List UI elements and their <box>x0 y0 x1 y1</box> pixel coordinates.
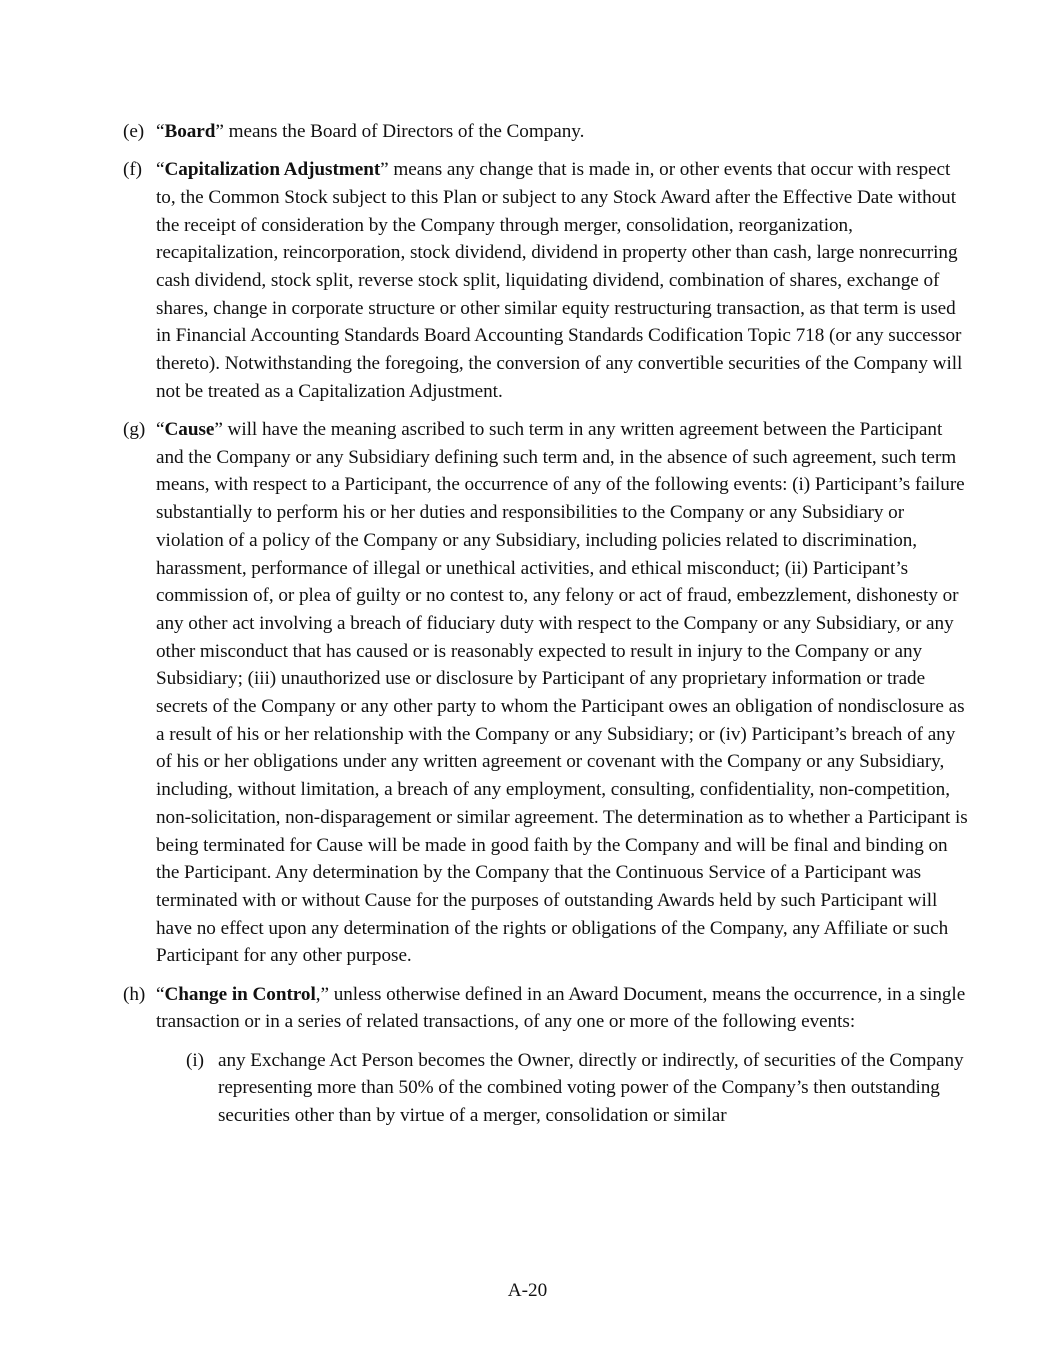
page-number: A-20 <box>507 1280 548 1301</box>
definition-body: means any change that is made in, or other events that occur with respect to, the Common Stock subject to this Plan or subject to any Stock Award after the Effective Date without the receipt of consideration by the Company through merger, consolidation, reorganization, recapitalization, reincorporation, stock dividend, dividend in property other than cash, large nonrecurring cash dividend, stock split, reverse stock split, liquidating dividend, combination of shares, exchange of shares, change in corporate structure or other similar equity restructuring transaction, as that term is used in Financial Accounting Standards Board Accounting Standards Codification Topic 718 (or any successor thereto). Notwithstanding the foregoing, the conversion of any convertible securities of the Company will not be treated as a Capitalization Adjustment. <box>156 159 963 402</box>
definition-cause <box>123 416 968 970</box>
change-in-control-subitem-i <box>123 1047 968 1130</box>
open-quote: “ <box>156 419 165 441</box>
list-marker: (f) <box>123 159 143 181</box>
definition-body: will have the meaning ascribed to such term in any written agreement between the Participant and the Company or any Subsidiary defining such term and, in the absence of such agreement, such term means, with respect to a Participant, the occurrence of any of the following events: (i) Participant’s failure substantially to perform his or her duties and responsibilities to the Company or any Subsidiary or violation of a policy of the Company or any Subsidiary, including policies related to discrimination, harassment, performance of illegal or unethical activities, and ethical misconduct; (ii) Participant’s commission of, or plea of guilty or no contest to, any felony or act of fraud, embezzlement, dishonesty or any other act involving a breach of fiduciary duty with respect to the Company or any Subsidiary, or any other misconduct that has caused or is reasonably expected to result in injury to the Company or any Subsidiary; (iii) unauthorized use or disclosure by Participant of any proprietary information or trade secrets of the Company or any other party to whom the Participant owes an obligation of nondisclosure as a result of his or her relationship with the Company or any Subsidiary; or (iv) Participant’s breach of any of his or her obligations under any written agreement or covenant with the Company or any Subsidiary, including, without limitation, a breach of any employment, consulting, confidentiality, non-competition, non-solicitation, non-disparagement or similar agreement. The determination as to whether a Participant is being terminated for Cause will be made in good faith by the Company and will be final and binding on the Participant. Any determination by the Company that the Continuous Service of a Participant was terminated with or without Cause for the purposes of outstanding Awards held by such Participant will have no effect upon any determination of the rights or obligations of the Company, any Affiliate or such Participant for any other purpose. <box>156 419 968 967</box>
list-marker: (e) <box>123 121 145 142</box>
defined-term: Change in Control <box>164 983 316 1005</box>
list-marker: (h) <box>123 983 146 1005</box>
definition-change-in-control <box>123 981 968 1130</box>
open-quote: “ <box>156 159 165 181</box>
open-quote: “ <box>156 983 165 1005</box>
definitions-list <box>123 118 968 1140</box>
defined-term: Board <box>164 121 216 142</box>
definition-board <box>123 118 968 146</box>
close-quote: ” <box>380 159 389 181</box>
definition-body: unless otherwise defined in an Award Document, means the occurrence, in a single transaction or in a series of related transactions, of any one or more of the following events: <box>156 983 966 1033</box>
close-quote: ” <box>214 419 223 441</box>
defined-term: Cause <box>164 419 215 441</box>
sublist-marker: (i) <box>186 1049 204 1071</box>
open-quote: “ <box>156 121 165 142</box>
subitem-body: any Exchange Act Person becomes the Owner, directly or indirectly, of securities of the Company representing more than 50% of the combined voting power of the Company’s then outstanding securities other than by virtue of a merger, consolidation or similar <box>218 1049 964 1126</box>
definition-body: means the Board of Directors of the Company. <box>223 121 585 142</box>
defined-term: Capitalization Adjustment <box>164 159 381 181</box>
list-marker: (g) <box>123 419 146 441</box>
close-quote: ” <box>215 121 224 142</box>
definition-capitalization-adjustment <box>123 156 968 405</box>
close-quote: ,” <box>315 983 329 1005</box>
